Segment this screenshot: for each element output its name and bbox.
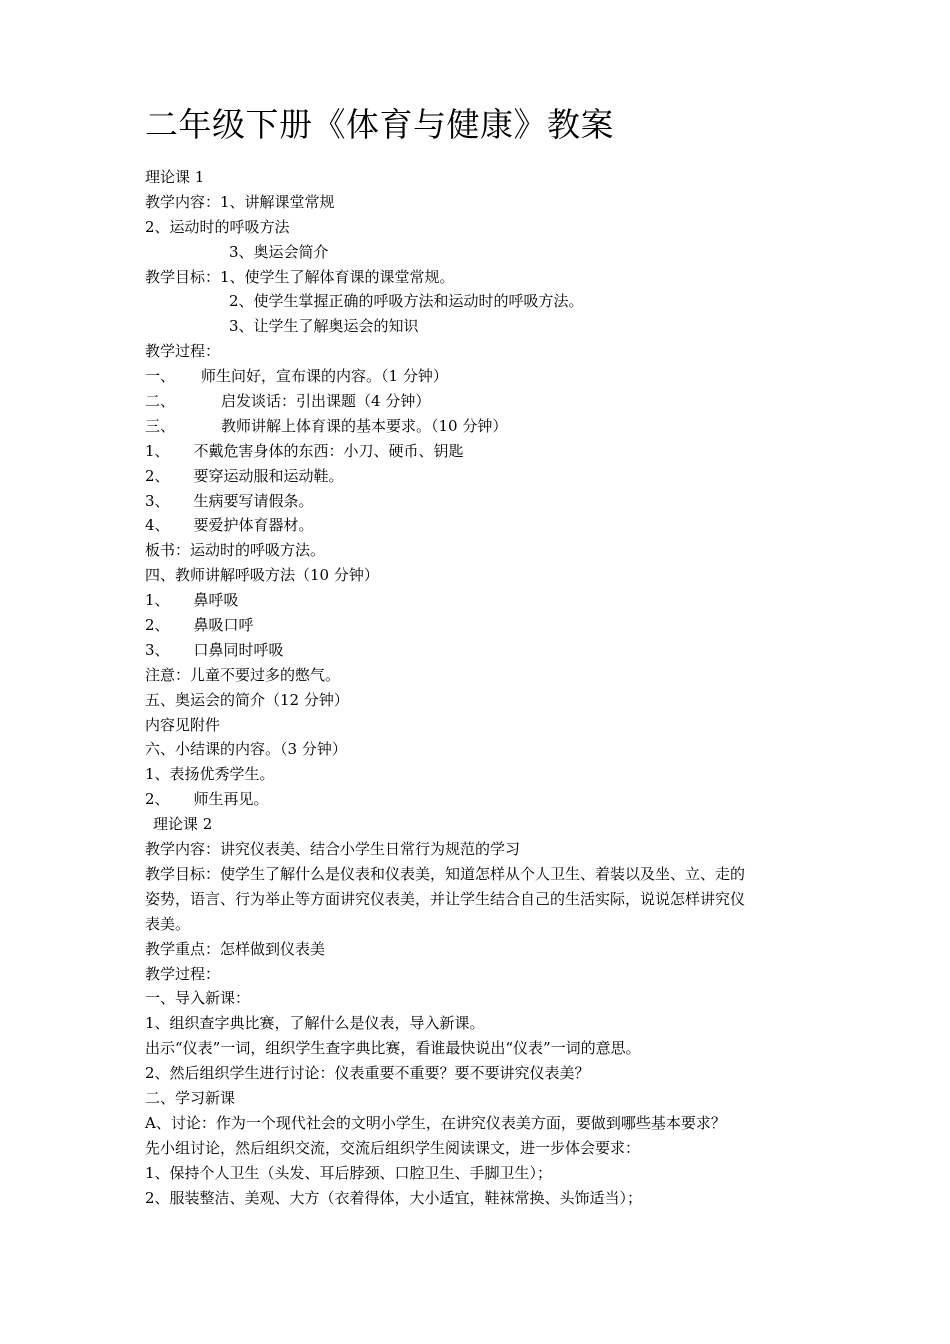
text-line: 3、让学生了解奥运会的知识 <box>229 317 419 336</box>
text-line: 二、学习新课 <box>145 1088 236 1107</box>
list-text: 启发谈话：引出课题（4 分钟） <box>221 392 431 411</box>
list-item <box>145 588 815 613</box>
list-marker: 1、 <box>145 441 170 460</box>
list-text: 师生再见。 <box>193 790 269 809</box>
list-marker: 一、 <box>145 367 176 386</box>
text-line: 3、奥运会简介 <box>229 242 329 261</box>
text-line: 教学目标：1、使学生了解体育课的课堂常规。 <box>145 267 455 286</box>
list-marker: 二、 <box>145 392 176 411</box>
list-item <box>145 439 815 464</box>
text-line: 理论课 1 <box>145 168 205 186</box>
list-item <box>145 389 815 414</box>
list-item <box>145 513 815 538</box>
text-line: 内容见附件 <box>145 715 221 734</box>
text-line: 四、教师讲解呼吸方法（10 分钟） <box>145 566 379 585</box>
document-body <box>145 165 815 1210</box>
list-text: 不戴危害身体的东西：小刀、硬币、钥匙 <box>193 441 464 460</box>
list-marker: 2、 <box>145 616 170 635</box>
section-heading: 理论课 2 <box>153 815 213 834</box>
text-line: 注意：儿童不要过多的憋气。 <box>145 665 341 684</box>
text-line: 2、使学生掌握正确的呼吸方法和运动时的呼吸方法。 <box>229 292 584 311</box>
text-line: 教学过程： <box>145 342 221 361</box>
list-marker: 1、 <box>145 591 170 610</box>
text-line: 一、导入新课： <box>145 989 251 1008</box>
text-line: 2、运动时的呼吸方法 <box>145 217 290 236</box>
list-item <box>145 489 815 514</box>
text-line: 教学过程： <box>145 964 221 983</box>
list-marker: 三、 <box>145 416 176 435</box>
text-line: 教学内容：讲究仪表美、结合小学生日常行为规范的学习 <box>145 840 521 859</box>
list-text: 口鼻同时呼吸 <box>193 640 284 659</box>
list-text: 师生问好，宣布课的内容。（1 分钟） <box>201 367 448 386</box>
text-line: 教学内容：1、讲解课堂常规 <box>145 192 335 211</box>
text-line: 五、奥运会的简介（12 分钟） <box>145 690 349 709</box>
text-line: 板书：运动时的呼吸方法。 <box>145 541 326 560</box>
list-text: 鼻吸口呼 <box>193 616 254 635</box>
text-line: 出示“仪表”一词，组织学生查字典比赛，看谁最快说出“仪表”一词的意思。 <box>145 1039 641 1058</box>
list-marker: 2、 <box>145 790 170 809</box>
text-line: 1、组织查字典比赛，了解什么是仪表，导入新课。 <box>145 1014 485 1033</box>
text-line: 六、小结课的内容。（3 分钟） <box>145 740 347 759</box>
list-text: 教师讲解上体育课的基本要求。（10 分钟） <box>221 416 508 435</box>
list-text: 生病要写请假条。 <box>193 491 314 510</box>
list-marker: 4、 <box>145 516 170 535</box>
list-item <box>145 613 815 638</box>
list-marker: 3、 <box>145 640 170 659</box>
document-title: 二年级下册《体育与健康》教案 <box>145 105 614 144</box>
text-line: 1、表扬优秀学生。 <box>145 765 275 784</box>
text-line: 教学目标：使学生了解什么是仪表和仪表美，知道怎样从个人卫生、着装以及坐、立、走的 <box>145 864 746 883</box>
list-marker: 2、 <box>145 466 170 485</box>
list-item <box>145 787 815 812</box>
text-line: 表美。 <box>145 914 191 933</box>
list-text: 要爱护体育器材。 <box>193 516 314 535</box>
list-item <box>145 414 815 439</box>
text-line: 2、服装整洁、美观、大方（衣着得体，大小适宜，鞋袜常换、头饰适当）； <box>145 1188 643 1207</box>
list-item <box>145 364 815 389</box>
text-line: A、讨论：作为一个现代社会的文明小学生，在讲究仪表美方面，要做到哪些基本要求？ <box>145 1113 726 1132</box>
list-marker: 3、 <box>145 491 170 510</box>
text-line: 教学重点：怎样做到仪表美 <box>145 939 326 958</box>
text-line: 1、保持个人卫生（头发、耳后脖颈、口腔卫生、手脚卫生）； <box>145 1163 553 1182</box>
text-line: 姿势，语言、行为举止等方面讲究仪表美，并让学生结合自己的生活实际，说说怎样讲究仪 <box>145 889 746 908</box>
text-line: 先小组讨论，然后组织交流，交流后组织学生阅读课文，进一步体会要求： <box>145 1138 641 1157</box>
list-text: 要穿运动服和运动鞋。 <box>193 466 344 485</box>
list-item <box>145 638 815 663</box>
text-line: 2、然后组织学生进行讨论：仪表重要不重要？要不要讲究仪表美？ <box>145 1064 590 1083</box>
list-text: 鼻呼吸 <box>193 591 239 610</box>
list-item <box>145 464 815 489</box>
